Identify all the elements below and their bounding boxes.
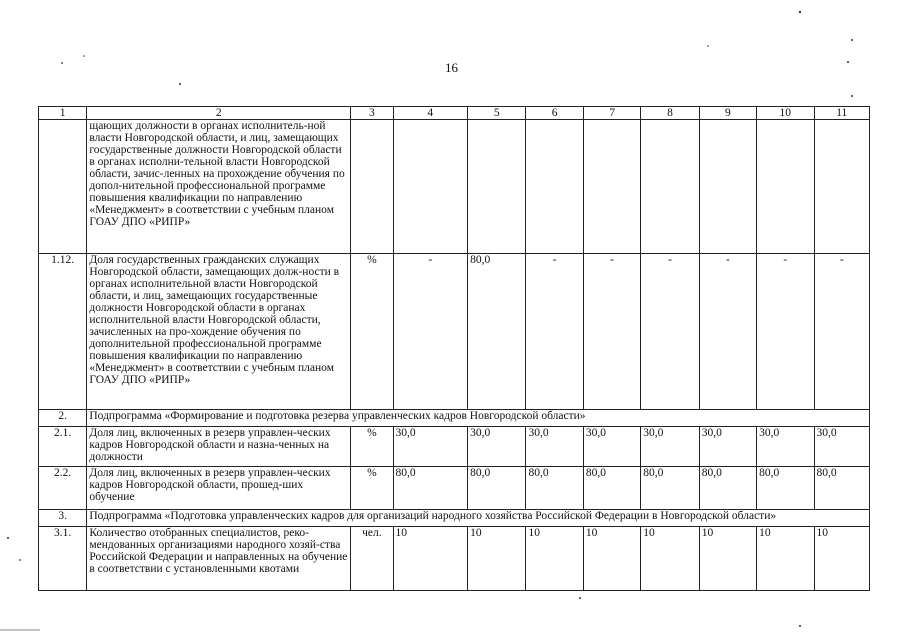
row-description: Доля лиц, включенных в резерв управлен-ческих кадров Новгородской области и назна-ченных на должности: [87, 427, 351, 467]
indicators-table: [38, 106, 870, 591]
row-value: [393, 120, 468, 254]
row-value: 30,0: [699, 427, 756, 467]
column-header: 7: [583, 107, 640, 120]
column-header: 5: [468, 107, 526, 120]
row-number: 3.1.: [39, 527, 87, 591]
section-title: Подпрограмма «Подготовка управленческих кадров для организаций народного хозяйства Российской Федерации в Новгородской области»: [87, 510, 870, 527]
row-value: 80,0: [583, 467, 640, 510]
row-value: 80,0: [699, 467, 756, 510]
row-value: 80,0: [393, 467, 468, 510]
section-title: Подпрограмма «Формирование и подготовка резерва управленческих кадров Новгородской области»: [87, 410, 870, 427]
row-value: -: [583, 254, 640, 410]
column-header: 11: [814, 107, 870, 120]
row-description: Количество отобранных специалистов, реко-мендованных организациями народного хозяй-ства Российской Федерации и направленных на обучение в соответствии с установленными квотами: [87, 527, 351, 591]
row-value: [699, 120, 756, 254]
row-value: 10: [814, 527, 870, 591]
row-value: 30,0: [583, 427, 640, 467]
row-value: 10: [526, 527, 583, 591]
section-number: 3.: [39, 510, 87, 527]
table-row: [39, 467, 870, 510]
row-value: 80,0: [468, 467, 526, 510]
row-value: 80,0: [814, 467, 870, 510]
column-header: 3: [351, 107, 393, 120]
row-value: 30,0: [814, 427, 870, 467]
row-value: -: [757, 254, 814, 410]
row-value: -: [814, 254, 870, 410]
row-value: [583, 120, 640, 254]
row-value: 10: [757, 527, 814, 591]
column-header: 9: [699, 107, 756, 120]
row-description: Доля государственных гражданских служащих Новгородской области, замещающих долж-ности в органах исполнительной власти Новгородской области, и лиц, замещающих государственные должности Новгородской области в органах исполнительной власти Новгородской области, зачисленных на про-хождение обучения по дополнительной профессиональной программе повышения квалификации по направлению «Менеджмент» в соответствии с учебным планом ГОАУ ДПО «РИПР»: [87, 254, 351, 410]
table-row: [39, 527, 870, 591]
section-row: [39, 410, 870, 427]
row-value: 30,0: [468, 427, 526, 467]
row-number: 2.1.: [39, 427, 87, 467]
row-value: [468, 120, 526, 254]
row-value: 10: [468, 527, 526, 591]
row-value: [814, 120, 870, 254]
row-unit: %: [351, 254, 393, 410]
table-row: [39, 120, 870, 254]
column-header: 1: [39, 107, 87, 120]
row-value: 30,0: [526, 427, 583, 467]
page-number: 16: [445, 60, 458, 75]
row-value: -: [699, 254, 756, 410]
row-value: 10: [393, 527, 468, 591]
column-header: 4: [393, 107, 468, 120]
row-value: 30,0: [641, 427, 699, 467]
table-row: [39, 427, 870, 467]
row-value: [757, 120, 814, 254]
row-value: 30,0: [393, 427, 468, 467]
row-value: -: [526, 254, 583, 410]
row-value: 80,0: [526, 467, 583, 510]
row-value: 10: [699, 527, 756, 591]
row-value: 10: [583, 527, 640, 591]
row-value: -: [641, 254, 699, 410]
section-number: 2.: [39, 410, 87, 427]
row-value: -: [393, 254, 468, 410]
row-number: 1.12.: [39, 254, 87, 410]
row-description: щающих должности в органах исполнитель-ной власти Новгородской области, и лиц, замещающих государственные должности Новгородской области в органах исполни-тельной власти Новгородской области, зачис-ленных на прохождение обучения по допол-нительной профессиональной программе повышения квалификации по направлению «Менеджмент» в соответствии с учебным планом ГОАУ ДПО «РИПР»: [87, 120, 351, 254]
table-row: [39, 254, 870, 410]
row-unit: чел.: [351, 527, 393, 591]
column-header: 10: [757, 107, 814, 120]
row-value: [641, 120, 699, 254]
row-value: 10: [641, 527, 699, 591]
row-value: 80,0: [757, 467, 814, 510]
header-row: [39, 107, 870, 120]
row-unit: %: [351, 427, 393, 467]
row-unit: [351, 120, 393, 254]
row-description: Доля лиц, включенных в резерв управлен-ческих кадров Новгородской области, прошед-ших обучение: [87, 467, 351, 510]
section-row: [39, 510, 870, 527]
row-value: [526, 120, 583, 254]
row-value: 80,0: [641, 467, 699, 510]
row-value: 30,0: [757, 427, 814, 467]
row-value: 80,0: [468, 254, 526, 410]
row-unit: %: [351, 467, 393, 510]
column-header: 8: [641, 107, 699, 120]
row-number: 2.2.: [39, 467, 87, 510]
column-header: 2: [87, 107, 351, 120]
column-header: 6: [526, 107, 583, 120]
row-number: [39, 120, 87, 254]
